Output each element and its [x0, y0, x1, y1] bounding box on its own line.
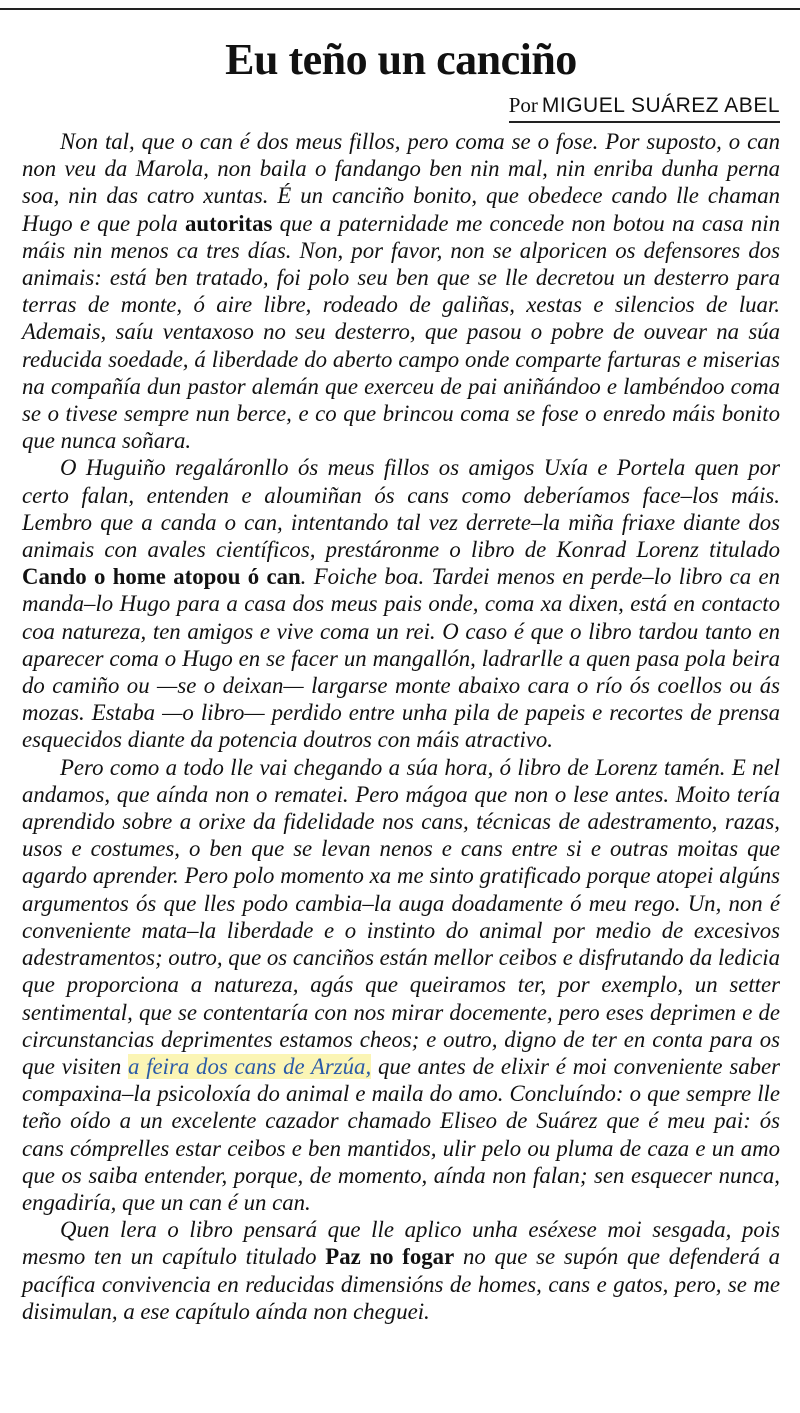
byline-prefix: Por — [508, 93, 538, 117]
bold-term-autoritas: autoritas — [185, 210, 273, 236]
article-body — [22, 128, 780, 1325]
paragraph-4 — [22, 1216, 780, 1325]
paragraph-2 — [22, 454, 780, 753]
paragraph-text: no que se supón que defenderá a pacífica convivencia en reducidas dimensións de homes, cans e gatos, pero, se me disimulan, a ese capítulo aínda non cheguei. — [22, 1244, 780, 1324]
paragraph-text: Pero como a todo lle vai chegando a súa hora, ó libro de Lorenz tamén. E nel andamos, que aínda non o rematei. Pero mágoa que non o lese antes. Moito tería aprendido sobre a orixe da fidelidade nos cans, técnicas de adestramento, razas, usos e costumes, o ben que se levan nenos e cans entre si e outras moitas que agardo aprender. Pero polo momento xa me sinto gratificado porque atopei algúns argumentos ós que lles podo cambia–la auga doadamente ó meu rego. Un, non é conveniente mata–la liberdade e o instinto do animal por medio de excesivos adestramentos; outro, que os canciños están mellor ceibos e disfrutando da ledicia que proporciona a natureza, agás que queiramos ter, por exemplo, un setter sentimental, que se contentaría con nos mirar docemente, pero eses deprimen e de circunstancias deprimentes estamos cheos; e outro, digno de ter en conta para os que visiten — [22, 754, 780, 1079]
paragraph-text: que a paternidade me concede non botou na casa nin máis nin menos ca tres días. Non, por favor, non se alporicen os defensores dos animais: está ben tratado, foi polo seu ben que se lle decretou un desterro para terras de monte, ó aire libre, rodeado de galiñas, xestas e silencios de luar. Ademais, saíu ventaxoso no seu desterro, que pasou o pobre de ouvear na súa reducida soedade, á liberdade do aberto campo onde comparte farturas e miserias na compañía dun pastor alemán que exerceu de pai aniñándoo e lambéndoo coma se o tivese sempre nun berce, e co que brincou coma se fose o enredo máis bonito que nunca soñara. — [22, 210, 780, 454]
article — [22, 12, 780, 1325]
highlighted-phrase: a feira dos cans de Arzúa, — [128, 1053, 372, 1079]
author-name: MIGUEL SUÁREZ ABEL — [541, 94, 780, 117]
paragraph-text: O Huguiño regaláronllo ós meus fillos os amigos Uxía e Portela quen por certo falan, entenden e aloumiñan ós cans como deberíamos face–los máis. Lembro que a canda o can, intentando tal vez derrete–la miña friaxe diante dos animais con avales científicos, prestáronme o libro de Konrad Lorenz titulado — [22, 455, 780, 563]
paragraph-1 — [22, 128, 780, 454]
paragraph-text: . Foiche boa. Tardei menos en perde–lo libro ca en manda–lo Hugo para a casa dos meus pais onde, coma xa dixen, está en contacto coa natureza, ten amigos e vive coma un rei. O caso é que o libro tardou tanto en aparecer coma o Hugo en se facer un mangallón, ladrarlle a quen pasa pola beira do camiño ou —se o deixan— largarse monte abaixo cara o río ós coellos ou ás mozas. Estaba —o libro— perdido entre unha pila de papeis e recortes de prensa esquecidos diante da potencia doutros con máis atractivo. — [22, 564, 780, 753]
article-title: Eu teño un canciño — [225, 35, 577, 84]
byline-row — [22, 92, 780, 124]
book-title: Cando o home atopou ó can — [22, 564, 301, 590]
paragraph-text: Non tal, que o can é dos meus fillos, pero coma se o fose. Por suposto, o can non veu da Marola, non baila o fandango ben nin mal, nin enriba dunha perna soa, nin das catro xuntas. É un canciño bonito, que obedece cando lle chaman Hugo e que pola — [22, 129, 780, 236]
paragraph-3 — [22, 754, 780, 1216]
top-rule — [0, 8, 800, 10]
byline — [509, 92, 780, 123]
paragraph-text: que antes de elixir é moi conveniente saber compaxina–la psicoloxía do animal e maila do amo. Concluíndo: o que sempre lle teño oído a un excelente cazador chamado Eliseo de Suárez que é meu pai: ós cans cómprelles estar ceibos e ben mantidos, ulir pelo ou pluma de caza e un amo que os saiba entender, porque, de momento, aínda non falan; sen esquecer nunca, engadiría, que un can é un can. — [22, 1053, 780, 1215]
paragraph-text: Quen lera o libro pensará que lle aplico unha eséxese moi sesgada, pois mesmo ten un capítulo titulado — [22, 1217, 780, 1270]
chapter-title: Paz no fogar — [325, 1244, 455, 1270]
